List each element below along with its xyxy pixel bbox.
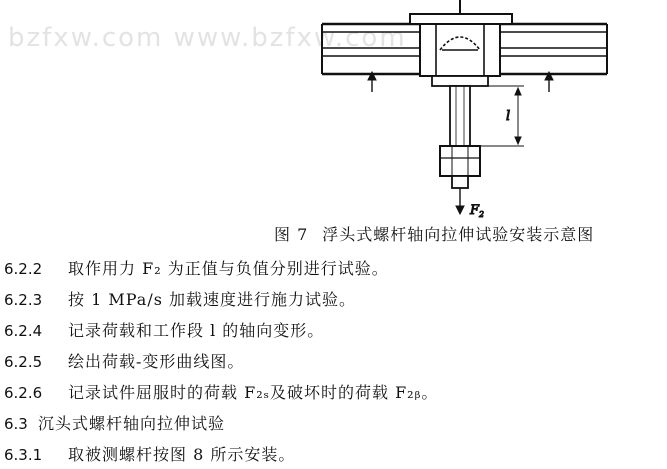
paragraph-number: 6.2.2 — [4, 260, 43, 278]
installation-figure — [0, 0, 667, 222]
section-number: 6.3 — [4, 415, 28, 433]
paragraph-number: 6.3.1 — [4, 446, 43, 464]
paragraph-6-2-5 — [4, 349, 244, 372]
paragraph-number: 6.2.3 — [4, 291, 43, 309]
paragraph-number: 6.2.4 — [4, 322, 43, 340]
figure-title: 浮头式螺杆轴向拉伸试验安装示意图 — [322, 225, 595, 244]
force-arrow — [456, 188, 484, 219]
section-heading-6-3 — [4, 411, 225, 434]
paragraph-6-2-6 — [4, 380, 438, 403]
paragraph-text: 按 1 MPa/s 加载速度进行施力试验。 — [68, 290, 357, 309]
paragraph-6-3-1 — [4, 442, 295, 465]
svg-text:F2 — [469, 203, 484, 219]
force-label: F — [470, 203, 480, 218]
dimension-l — [470, 86, 524, 146]
watermark: bzfxw.com www.bzfxw.com — [8, 23, 407, 53]
paragraph-text: 记录试件屈服时的荷载 F₂ₛ及破坏时的荷载 F₂ᵦ。 — [68, 383, 439, 402]
paragraph-6-2-4 — [4, 318, 324, 341]
paragraph-text: 绘出荷载-变形曲线图。 — [68, 352, 245, 371]
paragraph-number: 6.2.5 — [4, 353, 43, 371]
section-title: 沉头式螺杆轴向拉伸试验 — [38, 414, 226, 433]
paragraph-text: 取作用力 F₂ 为正值与负值分别进行试验。 — [68, 259, 389, 278]
paragraph-number: 6.2.6 — [4, 384, 43, 402]
figure-number: 图 7 — [274, 225, 309, 244]
dimension-l-label: l — [506, 109, 511, 124]
paragraph-6-2-3 — [4, 287, 356, 310]
bolt-shank — [440, 86, 480, 188]
paragraph-text: 取被测螺杆按图 8 所示安装。 — [68, 445, 296, 464]
paragraph-text: 记录荷载和工作段 l 的轴向变形。 — [68, 321, 325, 340]
paragraph-6-2-2 — [4, 256, 389, 279]
floating-head — [410, 0, 512, 86]
figure-caption — [274, 222, 594, 245]
force-subscript: 2 — [479, 210, 485, 219]
